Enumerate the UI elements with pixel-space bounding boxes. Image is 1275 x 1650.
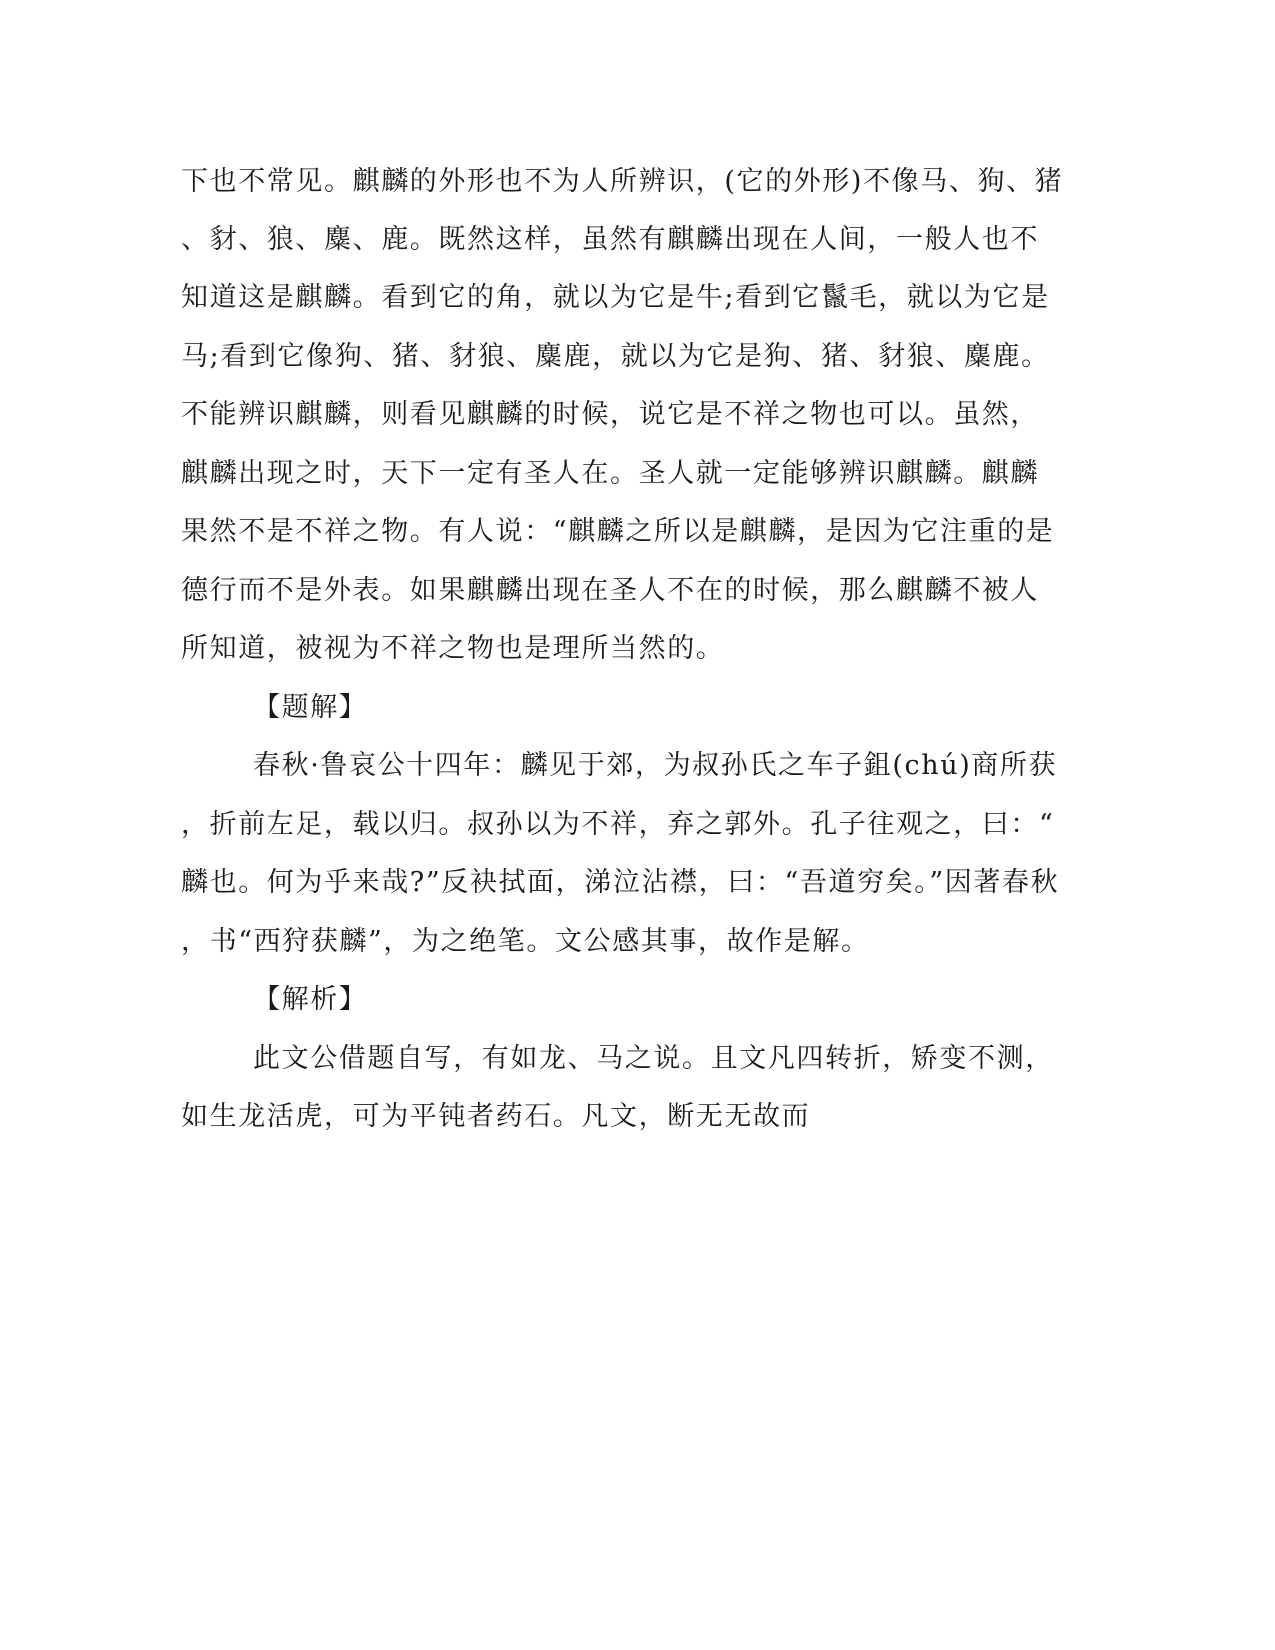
- paragraph-line: 知道这是麒麟。看到它的角，就以为它是牛;看到它鬣毛，就以为它是: [181, 282, 1050, 313]
- paragraph-line: 果然不是不祥之物。有人说：“麒麟之所以是麒麟，是因为它注重的是: [181, 516, 1055, 547]
- paragraph-line: 不能辨识麒麟，则看见麒麟的时候，说它是不祥之物也可以。虽然，: [181, 399, 1039, 430]
- paragraph-line: ，书“西狩获麟”，为之绝笔。文公感其事，故作是解。: [181, 926, 870, 957]
- paragraph-line: 、豺、狼、麋、鹿。既然这样，虽然有麒麟出现在人间，一般人也不: [181, 224, 1039, 255]
- paragraph-line: 麒麟出现之时，天下一定有圣人在。圣人就一定能够辨识麒麟。麒麟: [181, 458, 1039, 489]
- paragraph-line: 此文公借题自写，有如龙、马之说。且文凡四转折，矫变不测，: [253, 1043, 1054, 1074]
- paragraph-line: 春秋·鲁哀公十四年：麟见于郊，为叔孙氏之车子鉏(chú)商所获: [253, 750, 1058, 781]
- paragraph-line: 如生龙活虎，可为平钝者药石。凡文，断无无故而: [181, 1101, 811, 1132]
- paragraph-line: 所知道，被视为不祥之物也是理所当然的。: [181, 633, 725, 664]
- paragraph-line: 下也不常见。麒麟的外形也不为人所辨识，(它的外形)不像马、狗、猪: [181, 166, 1064, 197]
- paragraph-line: ，折前左足，载以归。叔孙以为不祥，弃之郭外。孔子往观之，曰：“: [181, 809, 1055, 840]
- paragraph-line: 德行而不是外表。如果麒麟出现在圣人不在的时候，那么麒麟不被人: [181, 575, 1039, 606]
- section-heading-tijie: 【题解】: [253, 692, 368, 723]
- paragraph-line: 麟也。何为乎来哉?”反袂拭面，涕泣沾襟，曰：“吾道穷矣。”因著春秋: [181, 867, 1060, 898]
- paragraph-line: 马;看到它像狗、猪、豺狼、麋鹿，就以为它是狗、猪、豺狼、麋鹿。: [181, 341, 1050, 372]
- section-heading-jiexi: 【解析】: [253, 984, 368, 1015]
